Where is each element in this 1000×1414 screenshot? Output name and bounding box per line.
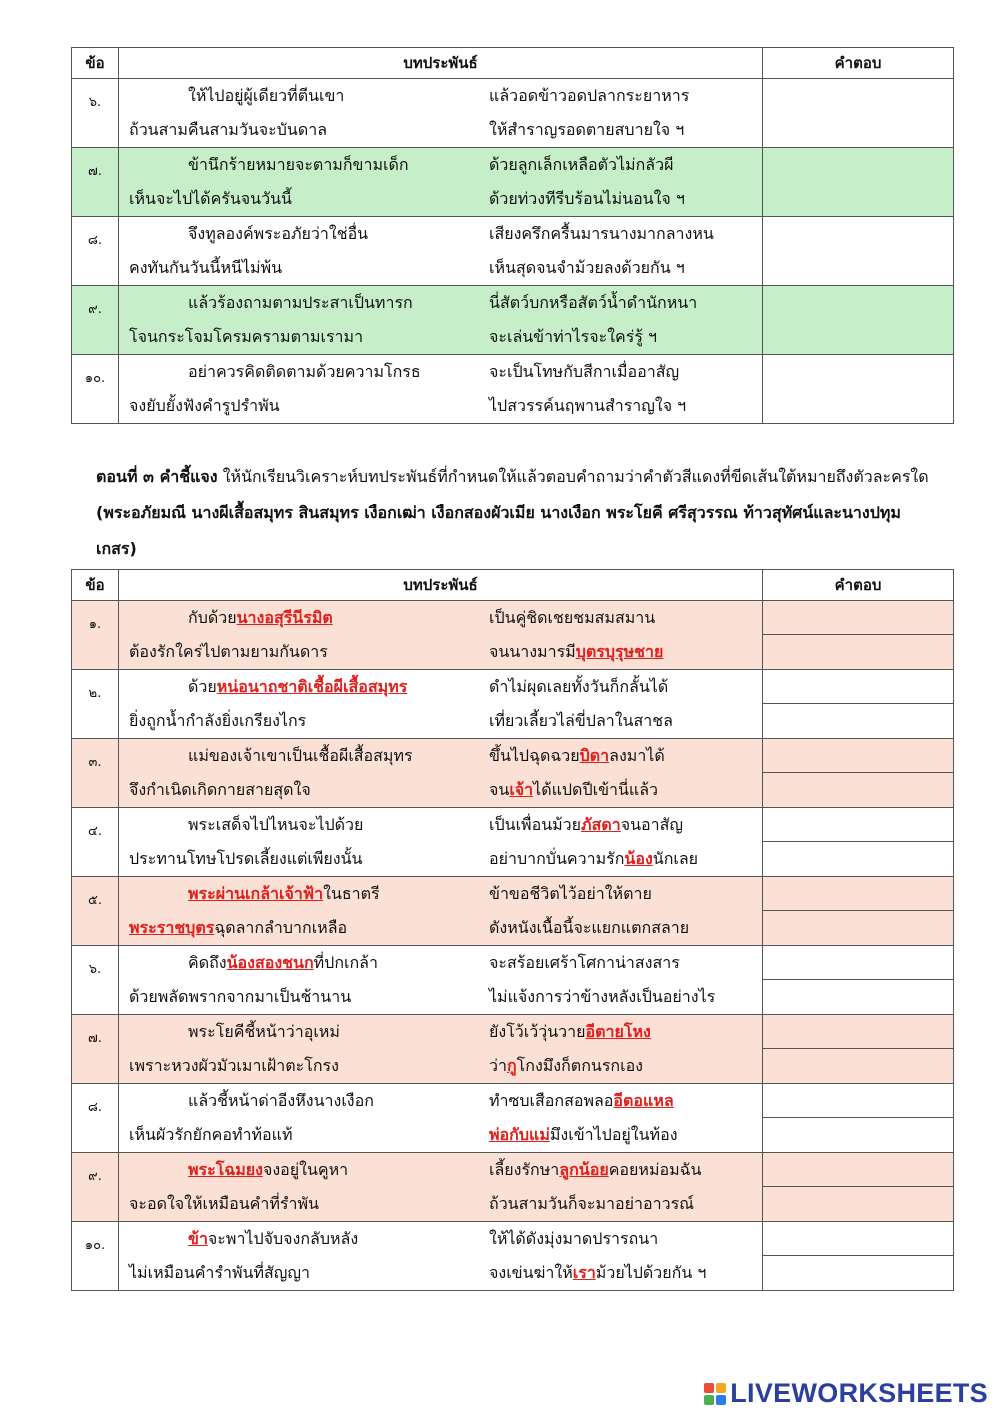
poem-verse-right	[485, 84, 689, 109]
poem-verse-right	[485, 1054, 643, 1079]
underlined-character-word: ภัสดา	[581, 814, 621, 834]
poem-verse-right	[485, 778, 658, 803]
answer-input[interactable]	[763, 1084, 953, 1118]
poem-text: ทำซบเสือกสอพลอ	[489, 1090, 614, 1110]
poem-text: คิดถึง	[188, 952, 227, 972]
answer-blank	[763, 980, 953, 1014]
poem-text: เห็นสุดจนจำม้วยลงด้วยกัน ฯ	[489, 257, 685, 277]
header-answer: คำตอบ	[763, 48, 954, 79]
poem-verse-left	[119, 1054, 485, 1079]
poem-text: จึงทูลองค์พระอภัยว่าใช่อื่น	[188, 223, 369, 243]
poem-text: ข้านึกร้ายหมายจะตามก็ขามเด็ก	[188, 154, 409, 174]
poem-text: จะพาไปจับจงกลับหลัง	[207, 1228, 359, 1248]
poem-verse-left	[119, 1192, 485, 1217]
poem-text: ต้องรักใคร่ไปตามยามกันดาร	[129, 641, 328, 661]
table-row	[72, 808, 954, 877]
answer-cell	[763, 1222, 954, 1291]
poem-text: จะอดใจให้เหมือนคำที่รำพัน	[129, 1193, 319, 1213]
poem-verse-right	[485, 1089, 674, 1114]
instructions-characters: (พระอภัยมณี นางผีเสื้อสมุทร สินสมุทร เงือกเฒ่า เงือกสองผัวเมีย นางเงือก พระโยคี ศรีสุวรรณ ท้าวสุทัศน์และนางปทุมเกสร)	[96, 503, 901, 558]
poem-line	[119, 1153, 762, 1187]
poem-line	[119, 739, 762, 773]
poem-text: จึงกำเนิดเกิดกายสายสุดใจ	[129, 779, 311, 799]
table-row	[72, 1222, 954, 1291]
poem-verse-right	[485, 1227, 658, 1252]
underlined-character-word: ข้า	[188, 1228, 208, 1248]
poem-verse-right	[485, 1261, 706, 1286]
answer-input[interactable]	[763, 1187, 953, 1221]
poem-table-part2	[71, 47, 954, 424]
answer-input[interactable]	[763, 842, 953, 876]
poem-line	[119, 1187, 762, 1221]
poem-line	[119, 635, 762, 669]
poem-verse-left	[119, 778, 485, 803]
poem-verse-right	[485, 360, 679, 385]
brand-text: LIVEWORKSHEETS	[730, 1378, 988, 1408]
poem-text: เพราะหวงผัวมัวเมาเฝ้าตะโกรง	[129, 1055, 339, 1075]
underlined-character-word: อีตายโหง	[585, 1021, 651, 1041]
poem-cell	[119, 148, 763, 217]
poem-text: ให้ไปอยู่ผู้เดียวที่ตีนเขา	[188, 85, 345, 105]
poem-cell	[119, 946, 763, 1015]
poem-text: ด้วยท่วงทีรีบร้อนไม่นอนใจ ฯ	[489, 188, 685, 208]
poem-verse-right	[485, 1192, 694, 1217]
poem-line	[119, 877, 762, 911]
table-row	[72, 601, 954, 670]
poem-text: เป็นเพื่อนม้วย	[489, 814, 582, 834]
poem-text: ข้าขอชีวิตไว้อย่าให้ตาย	[489, 883, 652, 903]
poem-verse-right	[485, 1020, 651, 1045]
underlined-character-word: เรา	[572, 1262, 596, 1282]
header-poem: บทประพันธ์	[119, 48, 763, 79]
poem-line	[119, 601, 762, 635]
answer-input[interactable]	[763, 808, 953, 842]
table-row	[72, 148, 954, 217]
answer-cell[interactable]	[763, 148, 954, 217]
poem-text: ประทานโทษโปรดเลี้ยงแต่เพียงนั้น	[129, 848, 363, 868]
poem-verse-left	[119, 84, 485, 109]
poem-text: นักเลย	[652, 848, 699, 868]
poem-verse-left	[119, 187, 485, 212]
poem-text: ในธาตรี	[323, 883, 380, 903]
answer-blank	[763, 704, 953, 738]
item-number: ๗.	[72, 1015, 119, 1084]
answer-cell	[763, 877, 954, 946]
poem-verse-left	[119, 847, 485, 872]
poem-cell	[119, 601, 763, 670]
poem-verse-right	[485, 640, 663, 665]
poem-verse-left	[119, 1261, 485, 1286]
item-number: ๙.	[72, 1153, 119, 1222]
answer-cell	[763, 670, 954, 739]
poem-verse-left	[119, 325, 485, 350]
table-row	[72, 286, 954, 355]
poem-text: ดังหนังเนื้อนี้จะแยกแตกสลาย	[489, 917, 690, 937]
answer-input[interactable]	[763, 1049, 953, 1083]
poem-verse-right	[485, 744, 665, 769]
table-row	[72, 79, 954, 148]
poem-cell	[119, 739, 763, 808]
poem-text: จนอาสัญ	[620, 814, 684, 834]
table-row	[72, 355, 954, 424]
poem-text: เป็นคู่ชิดเชยชมสมสมาน	[489, 607, 656, 627]
poem-verse-right	[485, 606, 655, 631]
answer-cell	[763, 1153, 954, 1222]
poem-line	[119, 148, 762, 182]
poem-text: พระเสด็จไปไหนจะไปด้วย	[188, 814, 364, 834]
item-number: ๑๐.	[72, 1222, 119, 1291]
poem-cell	[119, 79, 763, 148]
poem-text: คงทันกันวันนี้หนีไม่พ้น	[129, 257, 283, 277]
poem-verse-left	[119, 916, 485, 941]
poem-text: จงยับยั้งฟังคำรูปรำพัน	[129, 395, 280, 415]
poem-text: นี่สัตว์บกหรือสัตว์น้ำดำนักหนา	[489, 292, 698, 312]
item-number: ๗.	[72, 148, 119, 217]
poem-text: แล้วร้องถามตามประสาเป็นทารก	[188, 292, 413, 312]
poem-verse-right	[485, 153, 673, 178]
answer-input[interactable]	[763, 946, 953, 980]
answer-input[interactable]	[763, 1153, 953, 1187]
poem-text: กับด้วย	[188, 607, 237, 627]
poem-text: แม่ของเจ้าเขาเป็นเชื้อผีเสื้อสมุทร	[188, 745, 413, 765]
answer-cell[interactable]	[763, 217, 954, 286]
poem-text: เห็นจะไปได้ครันจนวันนี้	[129, 188, 292, 208]
underlined-character-word: น้องสองชนก	[226, 952, 314, 972]
poem-text: ลงมาได้	[609, 745, 665, 765]
underlined-character-word: น้อง	[624, 848, 653, 868]
poem-text: จนนางมารมี	[489, 641, 576, 661]
underlined-character-word: บุตรบุรุษชาย	[575, 641, 664, 661]
answer-cell[interactable]	[763, 355, 954, 424]
poem-verse-left	[119, 951, 485, 976]
poem-line	[119, 355, 762, 389]
answer-cell	[763, 1015, 954, 1084]
poem-verse-right	[485, 882, 652, 907]
poem-cell	[119, 1153, 763, 1222]
poem-line	[119, 704, 762, 738]
header-number: ข้อ	[72, 48, 119, 79]
poem-text: ให้สำราญรอดตายสบายใจ ฯ	[489, 119, 685, 139]
item-number: ๔.	[72, 808, 119, 877]
poem-verse-left	[119, 153, 485, 178]
underlined-character-word: บิดา	[579, 745, 610, 765]
header-answer: คำตอบ	[763, 570, 954, 601]
poem-line	[119, 911, 762, 945]
answer-input[interactable]	[763, 670, 953, 704]
answer-input[interactable]	[763, 1118, 953, 1152]
poem-verse-right	[485, 985, 715, 1010]
poem-line	[119, 251, 762, 285]
answer-cell	[763, 946, 954, 1015]
poem-line	[119, 217, 762, 251]
answer-cell	[763, 601, 954, 670]
poem-cell	[119, 1222, 763, 1291]
poem-line	[119, 1049, 762, 1083]
poem-verse-left	[119, 606, 485, 631]
item-number: ๑.	[72, 601, 119, 670]
poem-verse-left	[119, 118, 485, 143]
poem-text: ม้วยไปด้วยกัน ฯ	[595, 1262, 707, 1282]
item-number: ๑๐.	[72, 355, 119, 424]
answer-cell	[763, 739, 954, 808]
poem-text: ด้วย	[188, 676, 217, 696]
poem-text: อย่าควรคิดติดตามด้วยความโกรธ	[188, 361, 421, 381]
poem-text: จน	[489, 779, 510, 799]
poem-line	[119, 808, 762, 842]
header-poem: บทประพันธ์	[119, 570, 763, 601]
poem-text: โกงมึงก็ตกนรกเอง	[516, 1055, 643, 1075]
poem-text: ดำไม่ผุดเลยทั้งวันก็กลั้นได้	[489, 676, 669, 696]
poem-text: แล้วชี้หน้าด่าอีงหึงนางเงือก	[188, 1090, 374, 1110]
poem-text: ยังโว้เว้วุ่นวาย	[489, 1021, 586, 1041]
poem-line	[119, 389, 762, 423]
poem-text: ขึ้นไปฉุดฉวย	[489, 745, 580, 765]
poem-verse-right	[485, 222, 714, 247]
instructions-text: ให้นักเรียนวิเคราะห์บทประพันธ์ที่กำหนดให้แล้วตอบคำถามว่าคำตัวสีแดงที่ขีดเส้นใต้หมายถึงตัวละครใด	[217, 467, 929, 486]
poem-verse-left	[119, 709, 485, 734]
poem-text: มึงเข้าไปอยู่ในท้อง	[549, 1124, 678, 1144]
poem-verse-left	[119, 1123, 485, 1148]
underlined-character-word: พระผ่านเกล้าเจ้าฟ้า	[188, 883, 324, 903]
poem-text: โจนกระโจมโครมครามตามเรามา	[129, 326, 364, 346]
underlined-character-word: เจ้า	[509, 779, 534, 799]
poem-line	[119, 1256, 762, 1290]
answer-input[interactable]	[763, 911, 953, 945]
poem-verse-right	[485, 118, 684, 143]
poem-cell	[119, 670, 763, 739]
poem-text: ไม่แจ้งการว่าข้างหลังเป็นอย่างไร	[489, 986, 716, 1006]
answer-input[interactable]	[763, 601, 953, 635]
answer-cell	[763, 808, 954, 877]
poem-line	[119, 182, 762, 216]
poem-verse-left	[119, 744, 485, 769]
poem-text: ยิ่งถูกน้ำกำลังยิ่งเกรียงไกร	[129, 710, 307, 730]
poem-verse-left	[119, 222, 485, 247]
poem-text: คอยหม่อมฉัน	[608, 1159, 702, 1179]
poem-line	[119, 1084, 762, 1118]
answer-cell[interactable]	[763, 286, 954, 355]
underlined-character-word: พระโฉมยง	[188, 1159, 263, 1179]
poem-verse-right	[485, 1123, 678, 1148]
poem-text: ไม่เหมือนคำรำพันที่สัญญา	[129, 1262, 311, 1282]
poem-verse-left	[119, 882, 485, 907]
poem-text: เห็นผัวรักยักคอทำท้อแท้	[129, 1124, 293, 1144]
poem-text: ให้ได้ดังมุ่งมาดปรารถนา	[489, 1228, 659, 1248]
answer-cell	[763, 1084, 954, 1153]
poem-cell	[119, 355, 763, 424]
item-number: ๓.	[72, 739, 119, 808]
poem-cell	[119, 1015, 763, 1084]
poem-line	[119, 670, 762, 704]
answer-input[interactable]	[763, 1222, 953, 1256]
poem-text: จะสร้อยเศร้าโศกาน่าสงสาร	[489, 952, 680, 972]
poem-text: ถ้วนสามคืนสามวันจะบันดาล	[129, 119, 328, 139]
item-number: ๕.	[72, 877, 119, 946]
poem-verse-left	[119, 640, 485, 665]
poem-text: ที่ปกเกล้า	[313, 952, 378, 972]
poem-text: จงเข่นฆ่าให้	[489, 1262, 573, 1282]
poem-text: พระโยคีชี้หน้าว่าอุเหม่	[188, 1021, 340, 1041]
poem-text: จงอยู่ในคูหา	[262, 1159, 349, 1179]
answer-input[interactable]	[763, 635, 953, 669]
poem-verse-right	[485, 951, 680, 976]
answer-cell[interactable]	[763, 79, 954, 148]
poem-verse-left	[119, 1020, 485, 1045]
poem-line	[119, 113, 762, 147]
answer-input[interactable]	[763, 1015, 953, 1049]
instructions-heading: ตอนที่ ๓ คำชี้แจง	[96, 467, 218, 486]
poem-line	[119, 286, 762, 320]
item-number: ๖.	[72, 946, 119, 1015]
poem-verse-right	[485, 847, 698, 872]
table-row	[72, 877, 954, 946]
poem-text: เที่ยวเลี้ยวไล่ขี่ปลาในสาชล	[489, 710, 673, 730]
answer-input[interactable]	[763, 1256, 953, 1290]
underlined-character-word: ลูกน้อย	[559, 1159, 609, 1179]
poem-text: ถ้วนสามวันก็จะมาอย่าอาวรณ์	[489, 1193, 694, 1213]
table-row	[72, 1084, 954, 1153]
poem-text: ด้วยพลัดพรากจากมาเป็นช้านาน	[129, 986, 352, 1006]
table-row	[72, 946, 954, 1015]
poem-line	[119, 1118, 762, 1152]
poem-verse-left	[119, 1089, 485, 1114]
liveworksheets-brand	[704, 1378, 988, 1409]
poem-text: ด้วยลูกเล็กเหลือตัวไม่กลัวผี	[489, 154, 674, 174]
poem-table-part3	[71, 569, 954, 1291]
poem-verse-right	[485, 916, 689, 941]
item-number: ๙.	[72, 286, 119, 355]
poem-verse-left	[119, 256, 485, 281]
instructions	[96, 459, 936, 567]
item-number: ๘.	[72, 1084, 119, 1153]
table-row	[72, 1015, 954, 1084]
underlined-character-word: กู	[506, 1055, 517, 1075]
answer-input[interactable]	[763, 739, 953, 773]
poem-cell	[119, 286, 763, 355]
underlined-character-word: อีตอแหล	[613, 1090, 674, 1110]
poem-verse-right	[485, 709, 673, 734]
underlined-character-word: พระราชบุตร	[129, 917, 215, 937]
poem-verse-right	[485, 256, 685, 281]
poem-verse-left	[119, 291, 485, 316]
poem-verse-left	[119, 1227, 485, 1252]
table-row	[72, 217, 954, 286]
poem-verse-right	[485, 1158, 701, 1183]
poem-line	[119, 1222, 762, 1256]
liveworksheets-logo-icon	[704, 1383, 726, 1405]
poem-verse-left	[119, 1158, 485, 1183]
poem-verse-right	[485, 813, 683, 838]
item-number: ๖.	[72, 79, 119, 148]
underlined-character-word: หน่อนาถชาติเชื้อผีเสื้อสมุทร	[216, 676, 408, 696]
poem-cell	[119, 217, 763, 286]
header-number: ข้อ	[72, 570, 119, 601]
poem-verse-right	[485, 325, 657, 350]
answer-input[interactable]	[763, 773, 953, 807]
poem-text: ไปสวรรค์นฤพานสำราญใจ ฯ	[489, 395, 687, 415]
poem-verse-right	[485, 187, 685, 212]
poem-text: จะเป็นโทษกับสีกาเมื่ออาสัญ	[489, 361, 680, 381]
poem-verse-left	[119, 985, 485, 1010]
table-row	[72, 670, 954, 739]
poem-cell	[119, 808, 763, 877]
item-number: ๒.	[72, 670, 119, 739]
table-row	[72, 739, 954, 808]
poem-verse-left	[119, 360, 485, 385]
underlined-character-word: นางอสุรีนีรมิต	[236, 607, 333, 627]
poem-verse-left	[119, 675, 485, 700]
poem-verse-right	[485, 675, 668, 700]
poem-text: เสียงครึกครื้นมารนางมากลางหน	[489, 223, 714, 243]
poem-text: เลี้ยงรักษา	[489, 1159, 560, 1179]
underlined-character-word: พ่อกับแม่	[489, 1124, 550, 1144]
answer-input[interactable]	[763, 877, 953, 911]
poem-cell	[119, 1084, 763, 1153]
poem-line	[119, 320, 762, 354]
poem-line	[119, 980, 762, 1014]
poem-verse-left	[119, 813, 485, 838]
poem-text: ฉุดลากลำบากเหลือ	[214, 917, 348, 937]
poem-line	[119, 1015, 762, 1049]
poem-verse-right	[485, 394, 686, 419]
poem-text: อย่าบากบั่นความรัก	[489, 848, 625, 868]
poem-text: ได้แปดปีเข้านี่แล้ว	[533, 779, 659, 799]
poem-line	[119, 773, 762, 807]
poem-text: แล้วอดข้าวอดปลากระยาหาร	[489, 85, 690, 105]
poem-text: จะเล่นข้าท่าไรจะใคร่รู้ ฯ	[489, 326, 658, 346]
poem-line	[119, 842, 762, 876]
poem-verse-right	[485, 291, 697, 316]
poem-line	[119, 79, 762, 113]
item-number: ๘.	[72, 217, 119, 286]
poem-cell	[119, 877, 763, 946]
poem-text: ว่า	[489, 1055, 507, 1075]
table-row	[72, 1153, 954, 1222]
poem-verse-left	[119, 394, 485, 419]
poem-line	[119, 946, 762, 980]
